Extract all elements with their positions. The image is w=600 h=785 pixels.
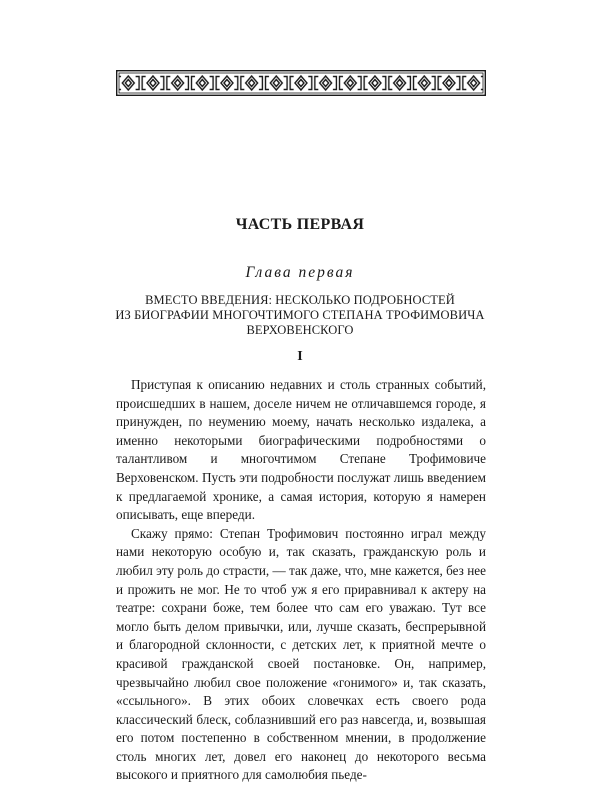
chapter-subtitle	[100, 293, 500, 338]
paragraph: Приступая к описанию недавних и столь странных событий, происшедших в нашем, доселе ничем не отличавшемся городе, я принужден, по неумению моему, начать несколько издалека, а именно некоторыми биографическими подробностями о талантливом и многочтимом Степане Трофимовиче Верховенском. Пусть эти подробности послужат лишь введением к предлагаемой хронике, а самая история, которую я намерен описывать, еще впереди.	[116, 377, 486, 523]
chapter-subtitle-line: ВЕРХОВЕНСКОГО	[246, 323, 354, 337]
chapter-subtitle-line: ИЗ БИОГРАФИИ МНОГОЧТИМОГО СТЕПАНА ТРОФИМОВИЧА	[115, 308, 485, 322]
chapter-subtitle-line: ВМЕСТО ВВЕДЕНИЯ: НЕСКОЛЬКО ПОДРОБНОСТЕЙ	[145, 293, 455, 307]
chapter-title: Глава первая	[245, 264, 355, 281]
section-number: I	[297, 349, 303, 364]
part-title: ЧАСТЬ ПЕРВАЯ	[235, 216, 365, 233]
body-text	[116, 376, 486, 785]
greek-key-ornament-icon	[116, 70, 486, 96]
paragraph: Скажу прямо: Степан Трофимович постоянно играл между нами некоторую особую и, так сказать, гражданскую роль и любил эту роль до страсти, — так даже, что, мне кажется, без нее и прожить не мог. Не то чтоб уж я его приравнивал к актеру на театре: сохрани боже, тем более что сам его уважаю. Тут все могло быть делом привычки, или, лучше сказать, беспрерывной и благородной склонности, с детских лет, к приятной мечте о красивой гражданской своей постановке. Он, например, чрезвычайно любил свое положение «гонимого» и, так сказать, «ссыльного». В этих обоих словечках есть своего рода классический блеск, соблазнивший его раз навсегда, и, возвышая его потом постепенно в собственном мнении, в продолжение столь многих лет, довел его наконец до некоторого весьма высокого и приятного для самолюбия пьеде-	[116, 525, 486, 783]
